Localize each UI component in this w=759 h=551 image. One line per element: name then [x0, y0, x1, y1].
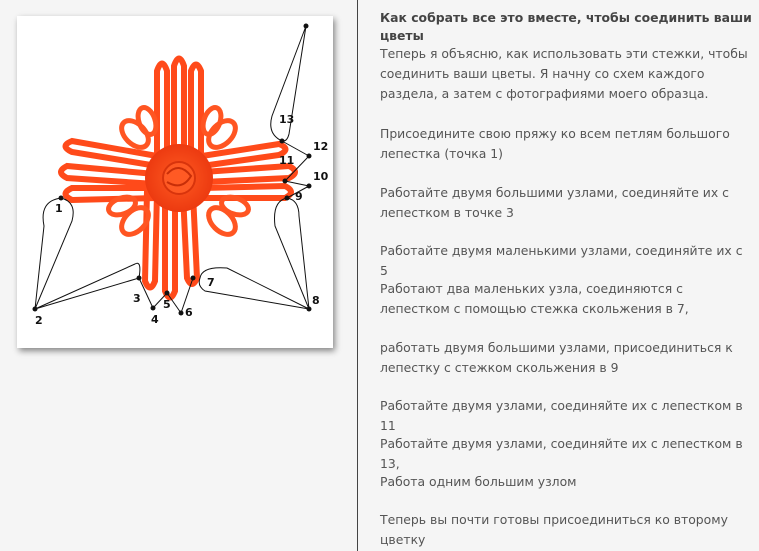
flower-diagram-image [17, 16, 333, 348]
image-pane [0, 0, 357, 551]
point-label-8: 8 [312, 294, 320, 307]
flower-diagram [17, 16, 333, 348]
paragraph-step-5: работать двумя большими узлами, присоединиться к лепестку с стежком скольжения в 9 [380, 340, 733, 375]
point-label-10: 10 [313, 170, 329, 183]
point-label-2: 2 [35, 314, 43, 327]
point-label-12: 12 [313, 140, 329, 153]
paragraph-step-1: Присоедините свою пряжу ко всем петлям большого лепестка (точка 1) [380, 126, 730, 161]
point-label-1: 1 [55, 202, 63, 215]
point-label-6: 6 [185, 306, 193, 319]
paragraph-step-4: Работают два маленьких узла, соединяются с лепестком с помощью стежка скольжения в 7, [380, 281, 689, 316]
point-label-3: 3 [133, 292, 141, 305]
paragraph-step-7: Работайте двумя узлами, соединяйте их с лепестком в 13, [380, 436, 743, 471]
paragraph-step-6: Работайте двумя узлами, соединяйте их с лепестком в 11 [380, 398, 743, 433]
point-label-11: 11 [279, 154, 295, 167]
paragraph-closing: Теперь вы почти готовы присоединиться ко второму цветку [380, 512, 728, 547]
paragraph-step-8: Работа одним большим узлом [380, 474, 577, 489]
point-label-5: 5 [163, 298, 171, 311]
point-label-9: 9 [295, 190, 303, 203]
paragraph-step-2: Работайте двумя большими узлами, соединяйте их с лепестком в точке 3 [380, 185, 729, 220]
point-label-4: 4 [151, 313, 159, 326]
paragraph-intro: Теперь я объясню, как использовать эти стежки, чтобы соединить ваши цветы. Я начну со схем каждого раздела, а затем с фотографиями моего образца. [380, 46, 748, 101]
point-label-7: 7 [207, 276, 215, 289]
article-title: Как собрать все это вместе, чтобы соединить ваши цветы [380, 10, 752, 43]
paragraph-step-3: Работайте двумя маленькими узлами, соединяйте их с 5 [380, 243, 743, 278]
point-label-13: 13 [279, 113, 295, 126]
article-pane [358, 0, 759, 551]
